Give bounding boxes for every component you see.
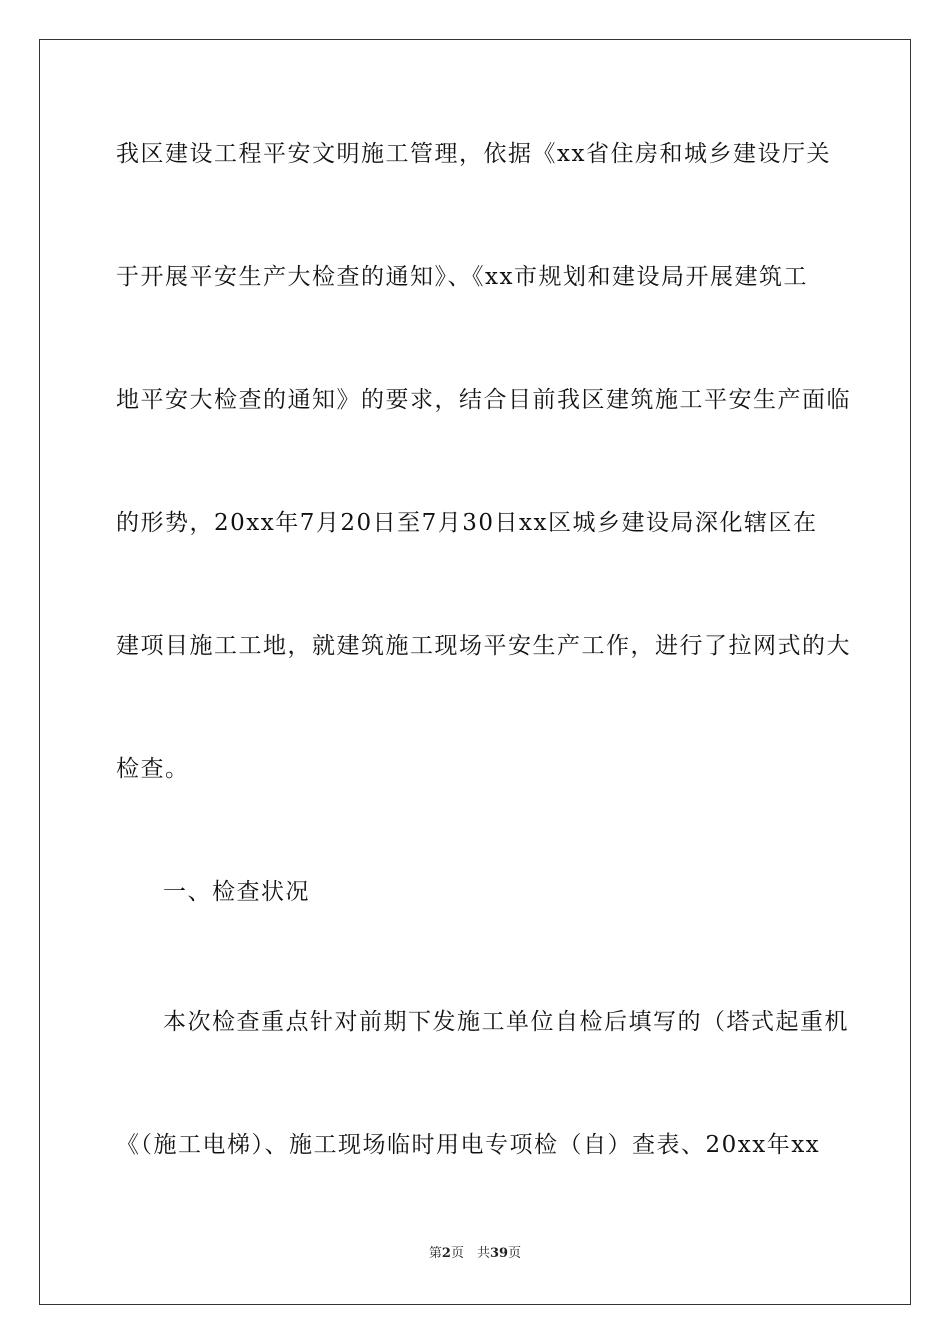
paragraph-2-line-1: 本次检查重点针对前期下发施工单位自检后填写的（塔式起重机 [163, 1009, 849, 1035]
body-line-6: 检查。 [116, 756, 190, 782]
section-heading: 一、检查状况 [163, 879, 310, 905]
body-line-5: 建项目施工工地，就建筑施工现场平安生产工作，进行了拉网式的大 [116, 633, 851, 659]
footer-mid: 页 共 [450, 1246, 490, 1261]
body-line-4: 的形势，20xx年7月20日至7月30日xx区城乡建设局深化辖区在 [116, 510, 818, 536]
body-line-2: 于开展平安生产大检查的通知》、《xx市规划和建设局开展建筑工 [116, 264, 808, 290]
body-line-1: 我区建设工程平安文明施工管理，依据《xx省住房和城乡建设厅关 [116, 141, 831, 167]
footer-suffix: 页 [508, 1246, 522, 1261]
footer-total-pages: 39 [489, 1246, 509, 1261]
page-border [39, 39, 911, 1305]
page-footer [0, 1246, 950, 1262]
footer-page-number: 2 [441, 1246, 451, 1261]
footer-prefix: 第 [428, 1246, 442, 1261]
paragraph-2-line-2: 《（施工电梯）、施工现场临时用电专项检（自）查表、20xx年xx [116, 1132, 821, 1158]
body-line-3: 地平安大检查的通知》的要求，结合目前我区建筑施工平安生产面临 [116, 387, 851, 413]
